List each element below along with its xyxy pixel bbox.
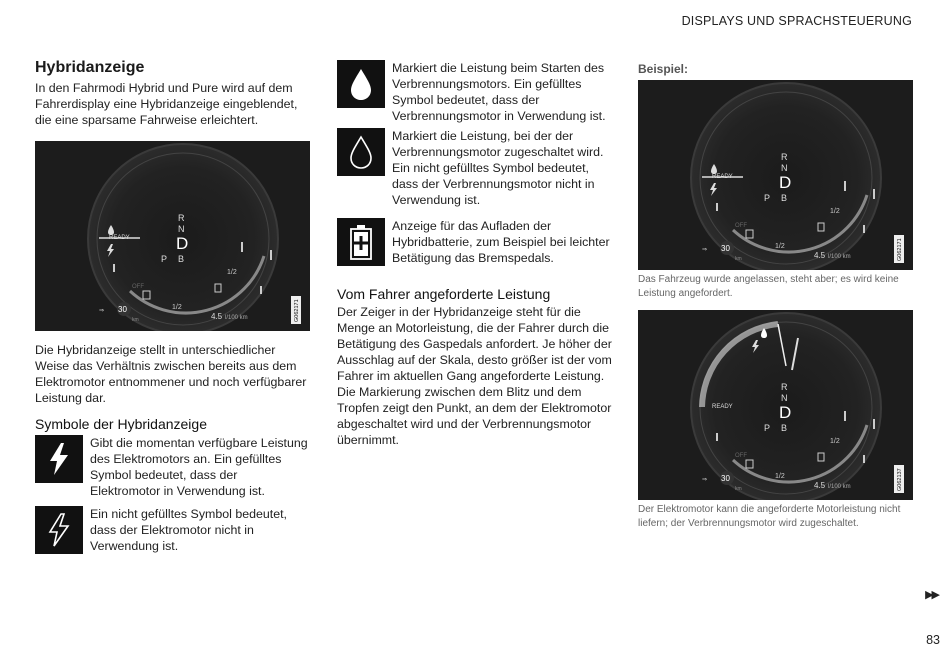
svg-text:OFF: OFF bbox=[132, 284, 144, 290]
svg-text:⇒: ⇒ bbox=[702, 476, 708, 483]
symbol-bolt-outline bbox=[35, 506, 311, 554]
svg-text:G062137: G062137 bbox=[897, 468, 903, 491]
example-caption-1: Das Fahrzeug wurde angelassen, steht aber; es wird keine Leistung angefordert. bbox=[638, 274, 899, 299]
svg-text:N: N bbox=[781, 163, 788, 173]
page-number: 83 bbox=[926, 633, 940, 647]
svg-text:30: 30 bbox=[118, 305, 127, 314]
symbol-bolt-filled-text: Gibt die momentan verfügbare Leistung des Elektromotors an. Ein gefülltes Symbol bedeutet, dass der Elektromotor in Verwendung ist. bbox=[90, 436, 308, 498]
svg-text:N: N bbox=[178, 224, 185, 234]
symbol-drop-filled-text: Markiert die Leistung beim Starten des Verbrennungsmotors. Ein gefülltes Symbol bedeutet, dass der Verbrennungsmotor in Verwendung ist. bbox=[392, 61, 606, 123]
svg-text:OFF: OFF bbox=[735, 223, 747, 229]
driver-power-text: Der Zeiger in der Hybridanzeige steht für die Menge an Motorleistung, die der Fahrer durch die Betätigung des Gaspedals anfordert. Je höher der Ausschlag auf der Skala, desto größer ist der vom Fahrer im aktuellen Gang angeforderte Leistung. Die Markierung zwischen dem Blitz und dem Tropfen zeigt den Punkt, an dem der Elektromotor abgeschaltet wird und der Verbrennungsmotor übernimmt. bbox=[337, 305, 612, 447]
svg-text:1/2: 1/2 bbox=[830, 438, 840, 445]
svg-text:1/2: 1/2 bbox=[227, 269, 237, 276]
svg-text:4.5: 4.5 bbox=[211, 312, 223, 321]
svg-text:4.5: 4.5 bbox=[814, 251, 826, 260]
intro-text: In den Fahrmodi Hybrid und Pure wird auf dem Fahrerdisplay eine Hybridanzeige eingeblendet, die eine sparsame Fahrweise erleichtert. bbox=[35, 81, 298, 127]
svg-text:P: P bbox=[764, 193, 771, 203]
svg-text:B: B bbox=[781, 423, 788, 433]
battery-charge-icon bbox=[337, 218, 385, 266]
svg-text:km: km bbox=[132, 317, 139, 323]
svg-text:N: N bbox=[781, 393, 788, 403]
svg-text:READY: READY bbox=[712, 404, 733, 410]
svg-text:R: R bbox=[178, 213, 185, 223]
symbol-drop-outline bbox=[337, 128, 613, 208]
svg-text:B: B bbox=[178, 254, 185, 264]
section-header: DISPLAYS UND SPRACHSTEUERUNG bbox=[681, 14, 912, 28]
svg-text:l/100 km: l/100 km bbox=[828, 254, 851, 260]
dashboard-image-3 bbox=[638, 310, 913, 500]
svg-text:G062171: G062171 bbox=[897, 238, 903, 261]
svg-text:1/2: 1/2 bbox=[775, 473, 785, 480]
svg-text:OFF: OFF bbox=[735, 453, 747, 459]
dashboard-image-2 bbox=[638, 80, 913, 270]
svg-text:1/2: 1/2 bbox=[830, 208, 840, 215]
drop-filled-icon bbox=[337, 60, 385, 108]
svg-text:l/100 km: l/100 km bbox=[225, 315, 248, 321]
svg-text:4.5: 4.5 bbox=[814, 481, 826, 490]
example-label: Beispiel: bbox=[638, 62, 689, 76]
description-text: Die Hybridanzeige stellt in unterschiedlicher Weise das Verhältnis zwischen bereits aus dem Elektromotor entnommener und noch verfügbarer Leistung dar. bbox=[35, 343, 307, 405]
symbol-battery-text: Anzeige für das Aufladen der Hybridbatterie, zum Beispiel bei leichter Betätigung das Bremspedals. bbox=[392, 219, 610, 265]
svg-text:km: km bbox=[735, 486, 742, 492]
svg-text:30: 30 bbox=[721, 244, 730, 253]
bolt-outline-icon bbox=[35, 506, 83, 554]
svg-text:1/2: 1/2 bbox=[775, 243, 785, 250]
svg-text:P: P bbox=[161, 254, 168, 264]
symbol-drop-filled bbox=[337, 60, 613, 124]
drop-outline-icon bbox=[337, 128, 385, 176]
svg-text:R: R bbox=[781, 382, 788, 392]
svg-text:D: D bbox=[779, 173, 792, 192]
driver-power-heading: Vom Fahrer angeforderte Leistung bbox=[337, 286, 551, 302]
svg-text:1/2: 1/2 bbox=[172, 304, 182, 311]
svg-text:⇒: ⇒ bbox=[702, 246, 708, 253]
svg-text:km: km bbox=[735, 256, 742, 262]
svg-text:B: B bbox=[781, 193, 788, 203]
svg-text:⇒: ⇒ bbox=[99, 307, 105, 314]
bolt-filled-icon bbox=[35, 435, 83, 483]
symbol-bolt-outline-text: Ein nicht gefülltes Symbol bedeutet, dass der Elektromotor nicht in Verwendung ist. bbox=[90, 507, 287, 553]
svg-text:R: R bbox=[781, 152, 788, 162]
next-page-icon: ▶▶ bbox=[925, 589, 938, 601]
symbol-drop-outline-text: Markiert die Leistung, bei der der Verbrennungsmotor zugeschaltet wird. Ein nicht gefülltes Symbol bedeutet, dass der Verbrennungsmotor nicht in Verwendung ist. bbox=[392, 129, 604, 207]
svg-text:P: P bbox=[764, 423, 771, 433]
svg-text:30: 30 bbox=[721, 474, 730, 483]
svg-text:G062171: G062171 bbox=[294, 299, 300, 322]
symbols-heading: Symbole der Hybridanzeige bbox=[35, 416, 207, 432]
svg-text:READY: READY bbox=[712, 174, 733, 180]
example-caption-2: Der Elektromotor kann die angeforderte Motorleistung nicht liefern; der Verbrennungsmotor wird zugeschaltet. bbox=[638, 504, 901, 529]
svg-text:READY: READY bbox=[109, 235, 130, 241]
svg-text:D: D bbox=[779, 403, 792, 422]
page-title: Hybridanzeige bbox=[35, 59, 145, 76]
symbol-bolt-filled bbox=[35, 435, 311, 499]
symbol-battery bbox=[337, 218, 613, 266]
svg-text:l/100 km: l/100 km bbox=[828, 484, 851, 490]
svg-text:D: D bbox=[176, 234, 189, 253]
dashboard-image-1 bbox=[35, 141, 310, 331]
